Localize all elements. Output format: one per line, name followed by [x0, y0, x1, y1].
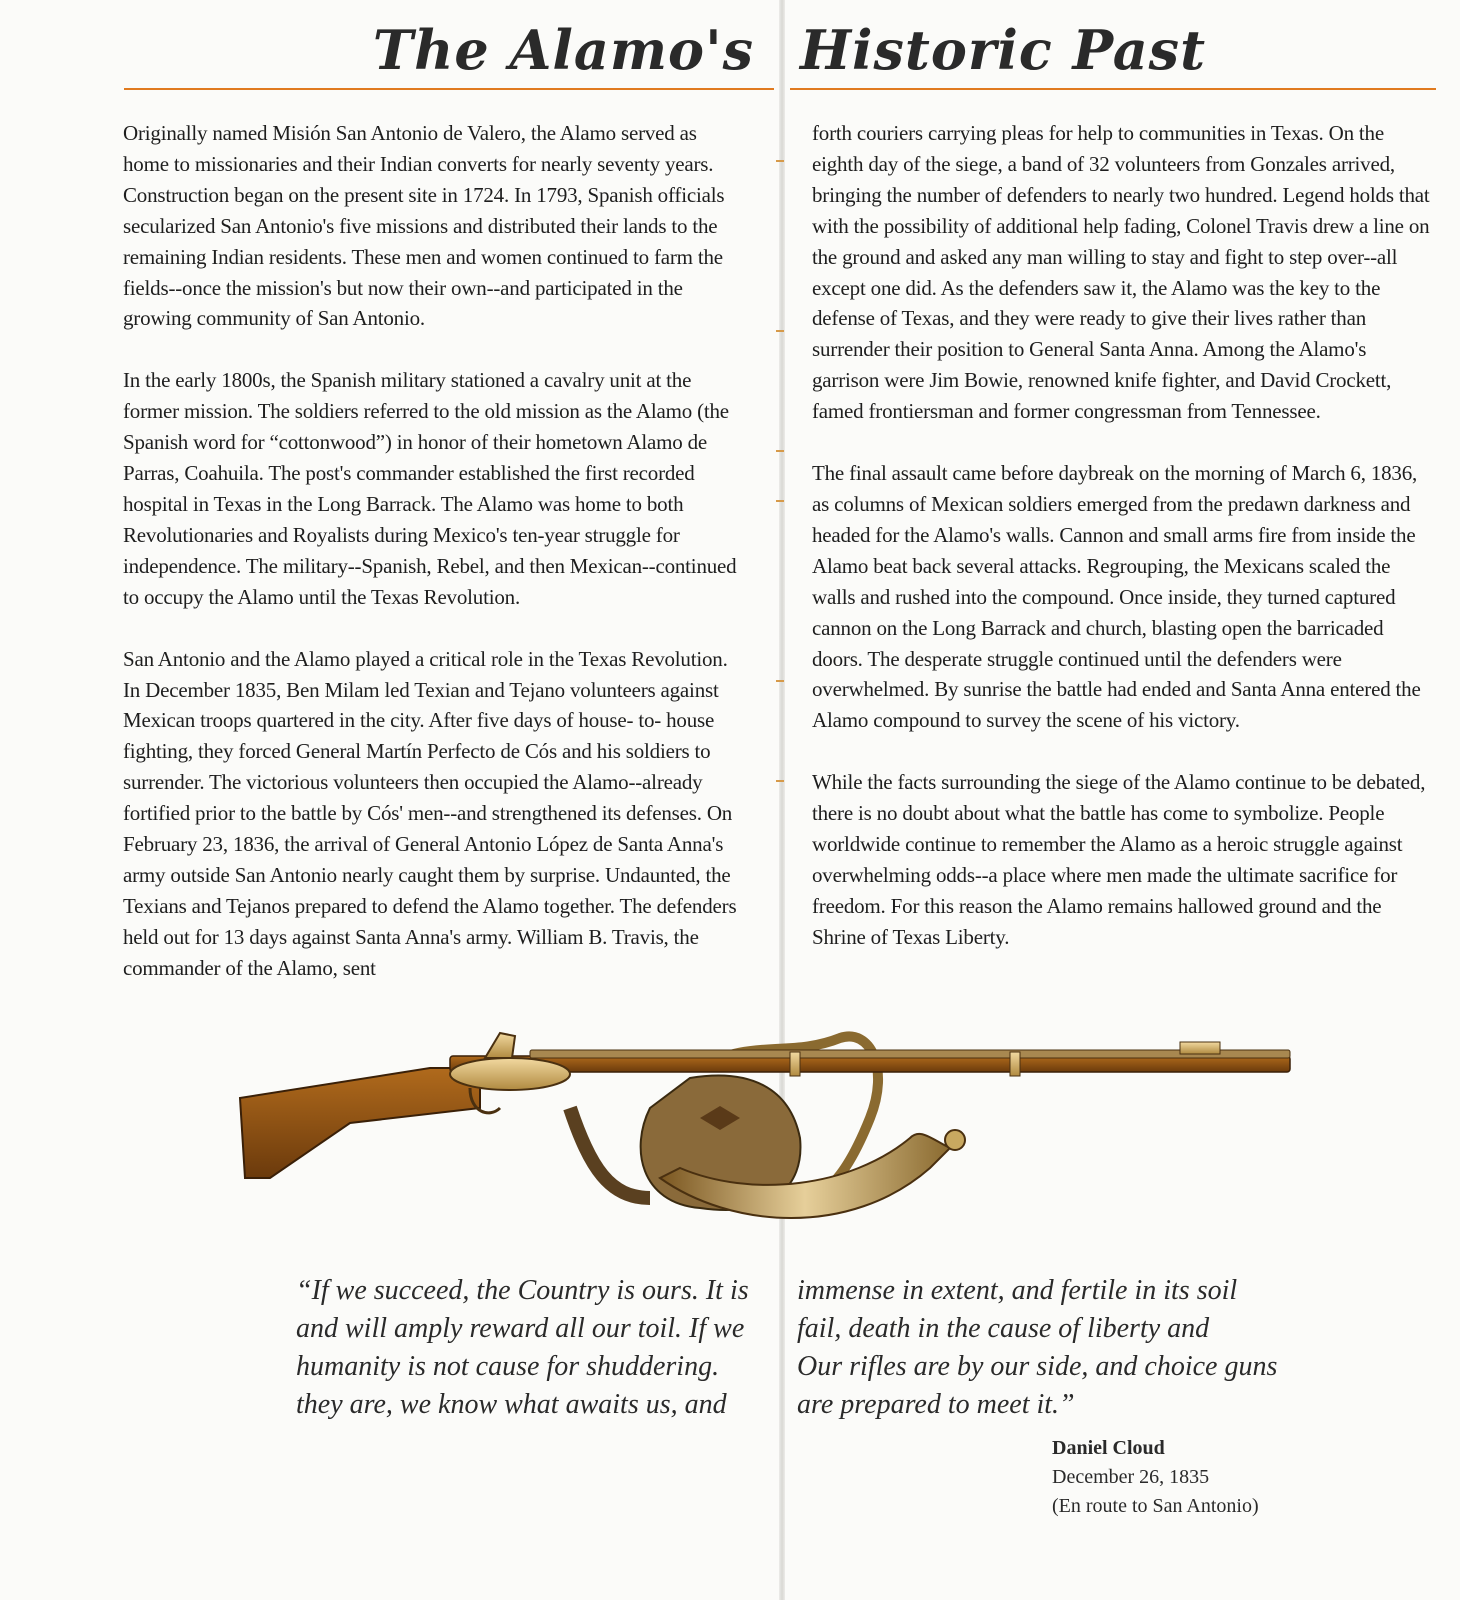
- rear-sight: [1180, 1042, 1220, 1054]
- hammer: [485, 1033, 515, 1058]
- author-name: Daniel Cloud: [1052, 1437, 1165, 1459]
- barrel-band: [1010, 1052, 1020, 1076]
- spine-marks: [776, 120, 786, 1020]
- rifle-stock: [240, 1068, 480, 1178]
- paragraph: The final assault came before daybreak on the morning of March 6, 1836, as columns of Mexican soldiers emerged from the predawn darkness and headed for the Alamo's walls. Cannon and small arms fire from inside the Alamo beat back several attacks. Regrouping, the Mexicans scaled the walls and rushed into the compound. Once inside, they turned captured cannon on the Long Barrack and church, blasting open the barricaded doors. The desperate struggle continued until the defenders were overwhelmed. By sunrise the battle had ended and Santa Anna entered the Alamo compound to survey the scene of his victory.: [812, 461, 1421, 733]
- quote-right: [797, 1272, 1317, 1424]
- quote-date: December 26, 1835: [1052, 1466, 1210, 1488]
- title-rule-left: [124, 88, 774, 90]
- quote-left: [296, 1272, 756, 1424]
- horn-cap: [945, 1130, 965, 1150]
- paragraph: San Antonio and the Alamo played a critical role in the Texas Revolution. In December 1835, Ben Milam led Texian and Tejano volunteers against Mexican troops quartered in the city. After five days of house- to- house fighting, they forced General Martín Perfecto de Cós and his soldiers to surrender. The victorious volunteers then occupied the Alamo--already fortified prior to the battle by Cós' men--and strengthened its defenses. On February 23, 1836, the arrival of General Antonio López de Santa Anna's army outside San Antonio nearly caught them by surprise. Undaunted, the Texians and Tejanos prepared to defend the Alamo together. The defenders held out for 13 days against Santa Anna's army. William B. Travis, the commander of the Alamo, sent: [123, 646, 737, 980]
- barrel-band: [790, 1052, 800, 1076]
- quote-line: immense in extent, and fertile in its soil: [797, 1275, 1238, 1306]
- strap: [570, 1108, 650, 1198]
- quote-line: “If we succeed, the Country is ours. It is: [296, 1275, 749, 1306]
- quote-line: they are, we know what awaits us, and: [296, 1389, 727, 1420]
- paragraph: In the early 1800s, the Spanish military stationed a cavalry unit at the former mission. The soldiers referred to the old mission as the Alamo (the Spanish word for “cottonwood”) in honor of their hometown Alamo de Parras, Coahuila. The post's commander established the first recorded hospital in Texas in the Long Barrack. The Alamo was home to both Revolutionaries and Royalists during Mexico's ten-year struggle for independence. The military--Spanish, Rebel, and then Mexican--continued to occupy the Alamo until the Texas Revolution.: [123, 368, 737, 609]
- title-rule-right: [790, 88, 1436, 90]
- page-title: [0, 18, 1460, 84]
- quote-attribution: [1052, 1434, 1259, 1521]
- left-column: [123, 118, 745, 1015]
- quote-note: (En route to San Antonio): [1052, 1495, 1259, 1517]
- rifle-and-powder-horn-illustration: [230, 1028, 1320, 1248]
- title-right: Historic Past: [800, 18, 1207, 82]
- paragraph: While the facts surrounding the siege of the Alamo continue to be debated, there is no doubt about what the battle has come to symbolize. People worldwide continue to remember the Alamo as a heroic struggle against overwhelming odds--a place where men made the ultimate sacrifice for freedom. For this reason the Alamo remains hallowed ground and the Shrine of Texas Liberty.: [812, 770, 1426, 949]
- quote-line: fail, death in the cause of liberty and: [797, 1313, 1210, 1344]
- lock-plate: [450, 1058, 570, 1090]
- title-left: The Alamo's: [372, 18, 754, 82]
- quote-line: are prepared to meet it.”: [797, 1389, 1075, 1420]
- paragraph: Originally named Misión San Antonio de Valero, the Alamo served as home to missionaries and their Indian converts for nearly seventy years. Construction began on the present site in 1724. In 1793, Spanish officials secularized San Antonio's five missions and distributed their lands to the remaining Indian residents. These men and women continued to farm the fields--once the mission's but now their own--and participated in the growing community of San Antonio.: [123, 121, 725, 331]
- quote-line: and will amply reward all our toil. If we: [296, 1313, 745, 1344]
- rifle-barrel: [530, 1050, 1290, 1058]
- right-column: [812, 118, 1436, 984]
- paragraph: forth couriers carrying pleas for help to communities in Texas. On the eighth day of the siege, a band of 32 volunteers from Gonzales arrived, bringing the number of defenders to nearly two hundred. Legend holds that with the possibility of additional help fading, Colonel Travis drew a line on the ground and asked any man willing to stay and fight to step over--all except one did. As the defenders saw it, the Alamo was the key to the defense of Texas, and they were ready to give their lives rather than surrender their position to General Santa Anna. Among the Alamo's garrison were Jim Bowie, renowned knife fighter, and David Crockett, famed frontiersman and former congressman from Tennessee.: [812, 121, 1430, 424]
- quote-line: Our rifles are by our side, and choice guns: [797, 1351, 1278, 1382]
- quote-line: humanity is not cause for shuddering.: [296, 1351, 720, 1382]
